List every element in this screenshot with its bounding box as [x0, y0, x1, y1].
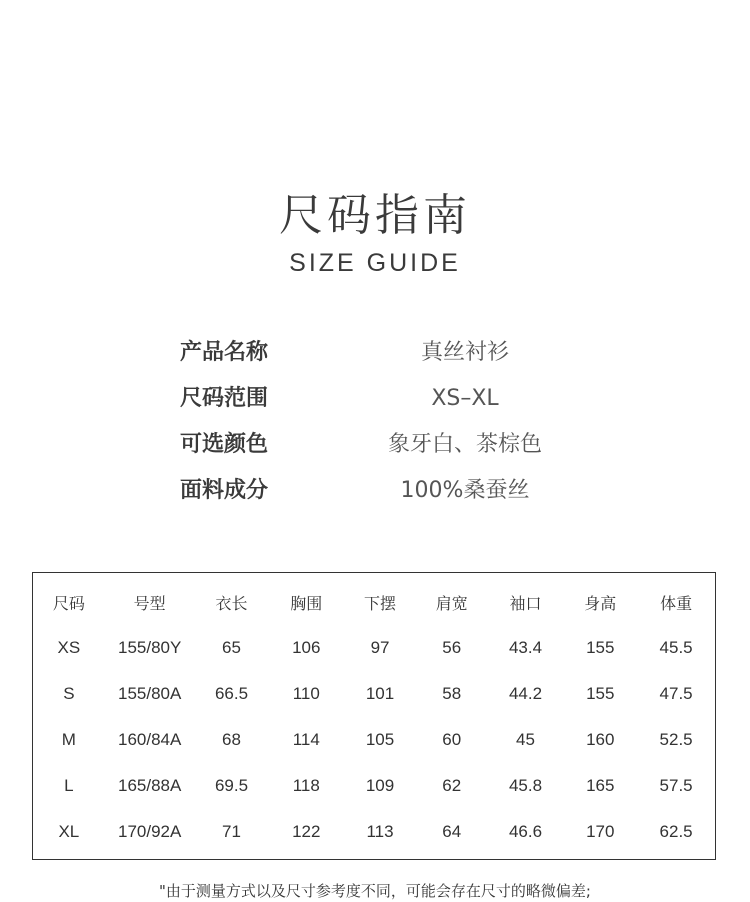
table-cell: 170: [586, 822, 615, 841]
table-cell: 155: [586, 638, 615, 657]
table-cell: 69.5: [214, 776, 249, 795]
size-table-box: [32, 572, 716, 860]
table-row: [33, 717, 715, 763]
table-cell: 114: [292, 730, 320, 749]
table-cell: 122: [292, 822, 321, 841]
table-cell: 71: [222, 822, 241, 841]
table-cell: 97: [370, 638, 390, 657]
table-cell: S: [63, 684, 75, 703]
table-cell: 66.5: [214, 684, 249, 703]
info-label: 面料成分: [180, 478, 269, 503]
info-row-size-range: [0, 376, 750, 422]
table-row: [33, 671, 715, 717]
page-subtitle: SIZE GUIDE: [289, 249, 461, 277]
table-cell: 155/80Y: [118, 638, 182, 657]
info-row-colors: [0, 422, 750, 468]
table-cell: XS: [57, 638, 81, 657]
table-cell: 45: [516, 730, 535, 749]
info-row-product-name: [0, 330, 750, 376]
page-title: 尺码指南: [279, 190, 471, 241]
table-cell: 109: [365, 776, 395, 795]
table-cell: 105: [365, 730, 395, 749]
table-cell: 45.8: [508, 776, 543, 795]
column-header: 衣长: [215, 593, 248, 613]
column-header: 袖口: [509, 593, 542, 613]
table-cell: 155: [586, 684, 615, 703]
info-label: 产品名称: [180, 340, 269, 365]
info-value: XS–XL: [431, 386, 499, 411]
table-cell: 64: [442, 822, 462, 841]
column-header: 肩宽: [435, 593, 468, 613]
column-header: 号型: [133, 593, 166, 613]
table-row: [33, 809, 715, 855]
size-table: [33, 579, 715, 855]
info-label: 尺码范围: [180, 386, 269, 411]
table-cell: 165: [586, 776, 615, 795]
table-row: [33, 625, 715, 671]
measurement-note: "由于测量方式以及尺寸参考度不同，可能会存在尺寸的略微偏差;: [159, 882, 591, 900]
table-cell: 160: [586, 730, 615, 749]
table-cell: 47.5: [659, 684, 693, 703]
info-value: 象牙白、茶棕色: [387, 432, 542, 457]
column-header: 胸围: [290, 593, 323, 613]
table-header-row: [33, 579, 715, 625]
column-header: 身高: [584, 593, 617, 613]
table-cell: 52.5: [659, 730, 693, 749]
table-cell: 46.6: [508, 822, 543, 841]
column-header: 体重: [660, 593, 693, 613]
product-info: [0, 330, 750, 514]
table-cell: 58: [442, 684, 462, 703]
table-cell: 45.5: [659, 638, 693, 657]
table-cell: 170/92A: [118, 822, 182, 841]
table-cell: 60: [442, 730, 462, 749]
info-value: 真丝衬衫: [420, 340, 509, 365]
table-cell: 118: [292, 776, 320, 795]
table-cell: 57.5: [659, 776, 693, 795]
table-cell: L: [64, 776, 74, 795]
table-row: [33, 763, 715, 809]
table-cell: 106: [292, 638, 321, 657]
table-cell: 68: [222, 730, 241, 749]
column-header: 下摆: [364, 593, 397, 613]
table-cell: 62.5: [659, 822, 693, 841]
table-cell: 110: [292, 684, 320, 703]
table-cell: 113: [366, 822, 394, 841]
table-cell: M: [61, 730, 76, 749]
info-value: 100%桑蚕丝: [400, 478, 530, 503]
table-cell: 155/80A: [118, 684, 182, 703]
table-cell: 165/88A: [118, 776, 182, 795]
table-cell: 43.4: [508, 638, 543, 657]
column-header: 尺码: [52, 593, 85, 613]
table-cell: 44.2: [508, 684, 543, 703]
table-cell: 65: [222, 638, 241, 657]
table-cell: 62: [442, 776, 462, 795]
info-row-fabric: [0, 468, 750, 514]
info-label: 可选颜色: [180, 432, 269, 457]
table-cell: 101: [365, 684, 395, 703]
table-cell: 56: [442, 638, 462, 657]
table-cell: XL: [58, 822, 80, 841]
table-cell: 160/84A: [118, 730, 182, 749]
